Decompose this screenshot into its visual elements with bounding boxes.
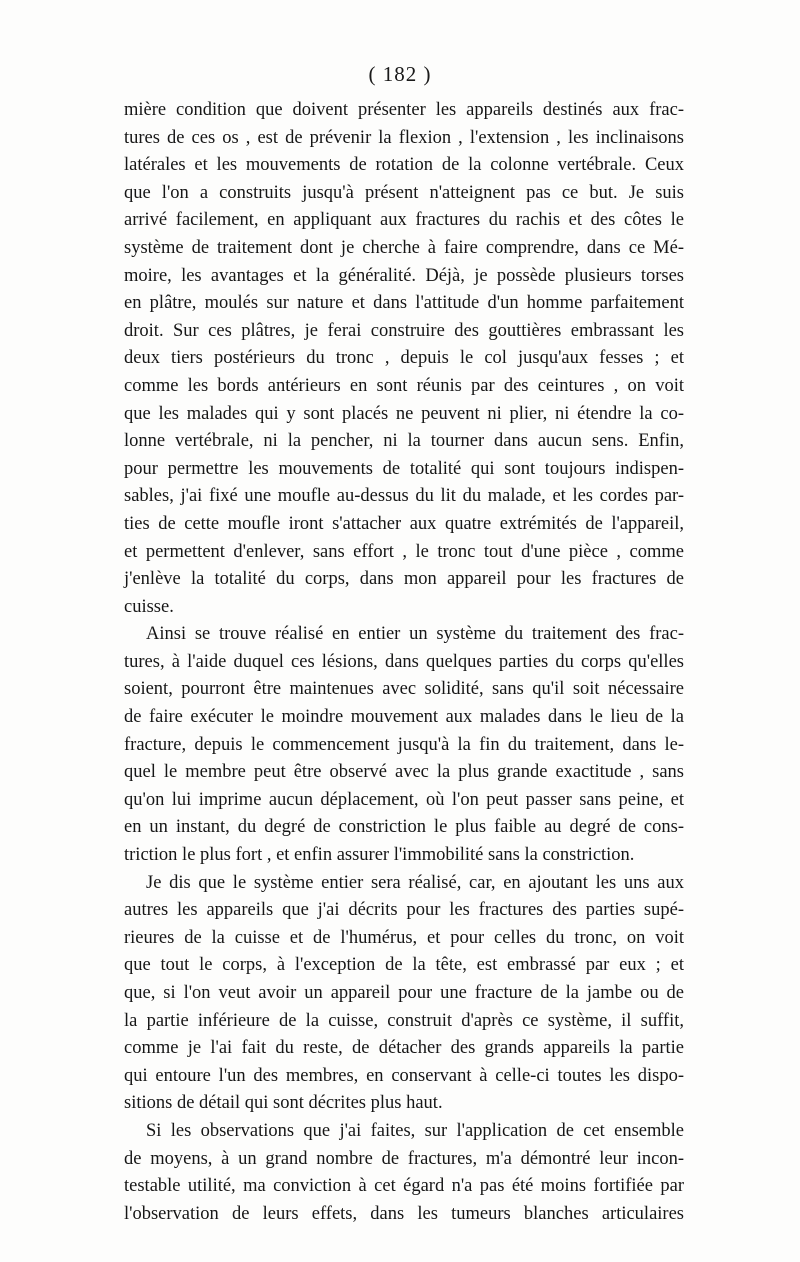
text-line: et permettent d'enlever, sans effort , le tronc tout d'une pièce , comme	[124, 541, 684, 562]
paragraph	[124, 621, 684, 869]
text-line: en plâtre, moulés sur nature et dans l'attitude d'un homme parfaitement	[124, 293, 684, 314]
paragraph	[124, 97, 684, 621]
text-line: autres les appareils que j'ai décrits pour les fractures des parties supé-	[124, 900, 684, 921]
text-line: cuisse.	[124, 596, 174, 617]
text-line: triction le plus fort , et enfin assurer l'immobilité sans la constriction.	[124, 845, 635, 866]
text-line: j'enlève la totalité du corps, dans mon appareil pour les fractures de	[124, 569, 684, 590]
text-line: comme les bords antérieurs en sont réunis par des ceintures , on voit	[124, 375, 684, 396]
paragraph	[124, 1118, 684, 1228]
text-line: qui entoure l'un des membres, en conservant à celle-ci toutes les dispo-	[124, 1065, 684, 1086]
text-line: tures de ces os , est de prévenir la flexion , l'extension , les inclinaisons	[124, 127, 684, 148]
text-line: pour permettre les mouvements de totalité qui sont toujours indispen-	[124, 458, 684, 479]
text-line: que tout le corps, à l'exception de la tête, est embrassé par eux ; et	[124, 955, 684, 976]
text-line: Ainsi se trouve réalisé en entier un système du traitement des frac-	[146, 624, 684, 645]
text-line: que les malades qui y sont placés ne peuvent ni plier, ni étendre la co-	[124, 403, 684, 424]
text-line: sables, j'ai fixé une moufle au-dessus du lit du malade, et les cordes par-	[124, 486, 684, 507]
text-line: fracture, depuis le commencement jusqu'à la fin du traitement, dans le-	[124, 734, 684, 755]
text-line: droit. Sur ces plâtres, je ferai construire des gouttières embrassant les	[124, 320, 684, 341]
text-line: l'observation de leurs effets, dans les tumeurs blanches articulaires	[124, 1203, 684, 1224]
page-number: ( 182 )	[368, 62, 432, 86]
text-line: de faire exécuter le moindre mouvement aux malades dans le lieu de la	[124, 707, 684, 728]
text-line: système de traitement dont je cherche à faire comprendre, dans ce Mé-	[124, 237, 684, 258]
text-line: Si les observations que j'ai faites, sur l'application de cet ensemble	[146, 1120, 684, 1141]
text-line: moire, les avantages et la généralité. Déjà, je possède plusieurs torses	[124, 265, 684, 286]
text-line: sitions de détail qui sont décrites plus haut.	[124, 1093, 443, 1114]
text-line: latérales et les mouvements de rotation de la colonne vertébrale. Ceux	[124, 155, 684, 176]
text-line: soient, pourront être maintenues avec solidité, sans qu'il soit nécessaire	[124, 679, 684, 700]
text-line: Je dis que le système entier sera réalisé, car, en ajoutant les uns aux	[146, 872, 684, 893]
text-line: que, si l'on veut avoir un appareil pour une fracture de la jambe ou de	[124, 983, 684, 1003]
text-line: la partie inférieure de la cuisse, construit d'après ce système, il suffit,	[124, 1010, 684, 1031]
text-line: mière condition que doivent présenter les appareils destinés aux frac-	[124, 100, 684, 120]
text-line: que l'on a construits jusqu'à présent n'atteignent pas ce but. Je suis	[124, 182, 684, 203]
text-line: quel le membre peut être observé avec la plus grande exactitude , sans	[124, 762, 684, 783]
text-line: arrivé facilement, en appliquant aux fractures du rachis et des côtes le	[124, 210, 684, 231]
text-line: de moyens, à un grand nombre de fractures, m'a démontré leur incon-	[124, 1148, 684, 1169]
text-line: deux tiers postérieurs du tronc , depuis le col jusqu'aux fesses ; et	[124, 348, 684, 369]
text-line: en un instant, du degré de constriction le plus faible au degré de cons-	[124, 817, 684, 838]
text-line: testable utilité, ma conviction à cet égard n'a pas été moins fortifiée par	[124, 1176, 684, 1197]
text-line: tures, à l'aide duquel ces lésions, dans quelques parties du corps qu'elles	[124, 651, 684, 672]
text-line: rieures de la cuisse et de l'humérus, et pour celles du tronc, on voit	[124, 927, 684, 948]
text-line: ties de cette moufle iront s'attacher aux quatre extrémités de l'appareil,	[124, 513, 684, 534]
paragraph	[124, 870, 684, 1118]
text-line: qu'on lui imprime aucun déplacement, où l'on peut passer sans peine, et	[124, 789, 684, 810]
text-line: comme je l'ai fait du reste, de détacher des grands appareils la partie	[124, 1038, 684, 1059]
body-text	[124, 97, 684, 1228]
text-line: lonne vertébrale, ni la pencher, ni la tourner dans aucun sens. Enfin,	[124, 431, 684, 452]
